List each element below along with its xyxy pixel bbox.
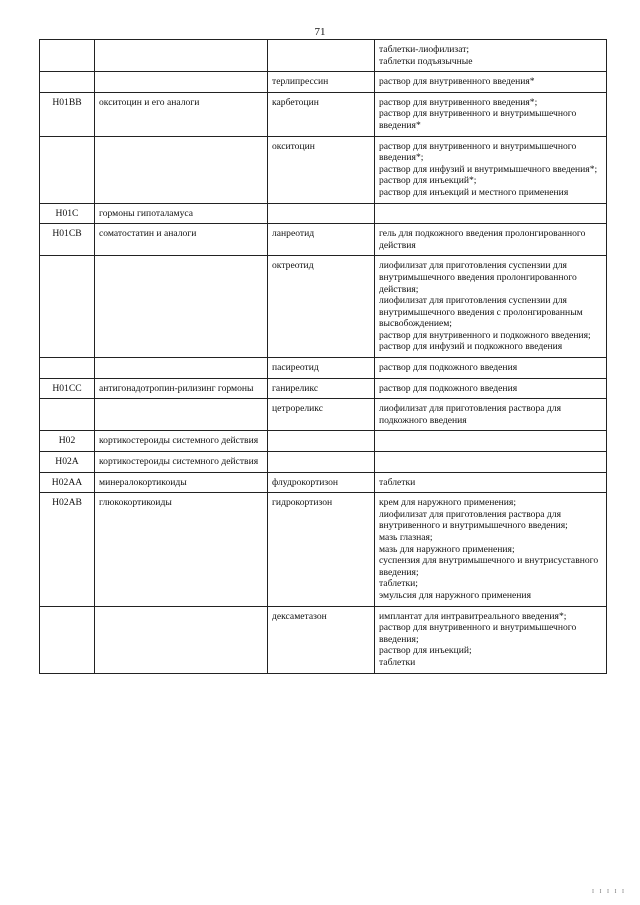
table-row bbox=[40, 399, 607, 431]
table-row bbox=[40, 40, 607, 72]
dosage-form-line: раствор для внутривенного введения*; bbox=[379, 96, 538, 108]
drug-name-cell: ланреотид bbox=[268, 224, 375, 256]
table-row bbox=[40, 224, 607, 256]
dosage-form-line: раствор для внутривенного введения* bbox=[379, 76, 535, 88]
dosage-form-line: таблетки подъязычные bbox=[379, 55, 473, 67]
atc-group-cell: минералокортикоиды bbox=[95, 472, 268, 493]
dosage-form-line: лиофилизат для приготовления раствора для подкожного введения bbox=[379, 403, 561, 426]
table-row bbox=[40, 431, 607, 452]
drug-name-cell: флудрокортизон bbox=[268, 472, 375, 493]
table-row bbox=[40, 472, 607, 493]
atc-group-cell bbox=[95, 72, 268, 93]
dosage-forms-cell bbox=[375, 493, 607, 606]
dosage-form-line: раствор для инфузий и подкожного введения bbox=[379, 341, 563, 353]
atc-code-cell: H02 bbox=[40, 431, 95, 452]
table-row bbox=[40, 452, 607, 473]
dosage-forms-cell bbox=[375, 399, 607, 431]
dosage-form-line: гель для подкожного введения пролонгированного действия bbox=[379, 228, 586, 251]
atc-group-cell: кортикостероиды системного действия bbox=[95, 431, 268, 452]
dosage-form-line: мазь для наружного применения; bbox=[379, 543, 515, 555]
atc-group-cell: антигонадотропин-рилизинг гормоны bbox=[95, 378, 268, 399]
dosage-form-line: мазь глазная; bbox=[379, 532, 433, 543]
drug-name-cell: карбетоцин bbox=[268, 92, 375, 136]
dosage-forms-cell bbox=[375, 472, 607, 493]
drug-name-cell: октреотид bbox=[268, 256, 375, 358]
drug-name-cell bbox=[268, 203, 375, 224]
atc-code-cell: H02A bbox=[40, 452, 95, 473]
atc-code-cell bbox=[40, 399, 95, 431]
dosage-forms-cell bbox=[375, 224, 607, 256]
dosage-form-line: лиофилизат для приготовления суспензии для внутримышечного введения с пролонгированным высвобождением; bbox=[379, 295, 583, 330]
dosage-form-line: эмульсия для наружного применения bbox=[379, 589, 531, 601]
atc-code-cell bbox=[40, 606, 95, 673]
dosage-form-line: раствор для инъекций; bbox=[379, 645, 472, 657]
dosage-form-line: раствор для инфузий и внутримышечного введения*; bbox=[379, 163, 598, 175]
dosage-forms-cell bbox=[375, 431, 607, 452]
drug-name-cell: терлипрессин bbox=[268, 72, 375, 93]
drug-name-cell: гидрокортизон bbox=[268, 493, 375, 606]
dosage-forms-cell bbox=[375, 40, 607, 72]
dosage-form-line: лиофилизат для приготовления суспензии для внутримышечного введения пролонгированного действия; bbox=[379, 260, 577, 295]
dosage-forms-cell bbox=[375, 358, 607, 379]
atc-group-cell bbox=[95, 256, 268, 358]
atc-code-cell: H02AA bbox=[40, 472, 95, 493]
drug-name-cell: ганиреликс bbox=[268, 378, 375, 399]
dosage-forms-cell bbox=[375, 606, 607, 673]
atc-code-cell bbox=[40, 72, 95, 93]
dosage-forms-cell bbox=[375, 92, 607, 136]
atc-group-cell: гормоны гипоталамуса bbox=[95, 203, 268, 224]
atc-group-cell: соматостатин и аналоги bbox=[95, 224, 268, 256]
drug-name-cell bbox=[268, 431, 375, 452]
table-row bbox=[40, 378, 607, 399]
atc-code-cell: H01CB bbox=[40, 224, 95, 256]
atc-code-cell bbox=[40, 40, 95, 72]
atc-code-cell: H01C bbox=[40, 203, 95, 224]
dosage-form-line: лиофилизат для приготовления раствора для внутривенного и внутримышечного введения; bbox=[379, 508, 568, 532]
table-row bbox=[40, 136, 607, 203]
table-row bbox=[40, 606, 607, 673]
atc-code-cell: H01CC bbox=[40, 378, 95, 399]
footer-mark: I I I I I bbox=[592, 889, 626, 895]
dosage-form-line: раствор для внутривенного и внутримышечного введения; bbox=[379, 622, 577, 645]
atc-group-cell: глюкокортикоиды bbox=[95, 493, 268, 606]
drug-table bbox=[39, 39, 607, 674]
dosage-forms-cell bbox=[375, 256, 607, 358]
dosage-form-line: таблетки bbox=[379, 476, 416, 488]
atc-group-cell: кортикостероиды системного действия bbox=[95, 452, 268, 473]
drug-name-cell: цетрореликс bbox=[268, 399, 375, 431]
atc-group-cell bbox=[95, 606, 268, 673]
dosage-form-line: раствор для внутривенного и внутримышечного введения*; bbox=[379, 140, 577, 164]
table-row bbox=[40, 203, 607, 224]
drug-name-cell: пасиреотид bbox=[268, 358, 375, 379]
dosage-forms-cell bbox=[375, 136, 607, 203]
page-number: 71 bbox=[314, 26, 326, 38]
table-row bbox=[40, 493, 607, 606]
atc-group-cell bbox=[95, 399, 268, 431]
dosage-form-line: суспензия для внутримышечного и внутрисуставного введения; bbox=[379, 555, 599, 578]
dosage-form-line: имплантат для интравитреального введения*; bbox=[379, 610, 567, 622]
table-row bbox=[40, 358, 607, 379]
atc-code-cell bbox=[40, 136, 95, 203]
dosage-form-line: раствор для инъекций и местного применения bbox=[379, 186, 569, 198]
dosage-forms-cell bbox=[375, 72, 607, 93]
dosage-form-line: таблетки; bbox=[379, 578, 418, 590]
dosage-form-line: раствор для внутривенного и подкожного введения; bbox=[379, 329, 591, 341]
drug-name-cell: окситоцин bbox=[268, 136, 375, 203]
dosage-form-line: таблетки-лиофилизат; bbox=[379, 44, 470, 55]
dosage-form-line: раствор для подкожного введения bbox=[379, 362, 518, 374]
atc-code-cell: H02AB bbox=[40, 493, 95, 606]
dosage-forms-cell bbox=[375, 452, 607, 473]
atc-group-cell bbox=[95, 136, 268, 203]
dosage-form-line: таблетки bbox=[379, 656, 416, 668]
atc-group-cell bbox=[95, 40, 268, 72]
atc-group-cell bbox=[95, 358, 268, 379]
atc-group-cell: окситоцин и его аналоги bbox=[95, 92, 268, 136]
dosage-form-line: крем для наружного применения; bbox=[379, 497, 516, 509]
drug-name-cell: дексаметазон bbox=[268, 606, 375, 673]
atc-code-cell: H01BB bbox=[40, 92, 95, 136]
dosage-form-line: раствор для подкожного введения bbox=[379, 382, 518, 394]
drug-name-cell bbox=[268, 40, 375, 72]
atc-code-cell bbox=[40, 256, 95, 358]
table-row bbox=[40, 256, 607, 358]
dosage-form-line: раствор для инъекций*; bbox=[379, 175, 477, 187]
atc-code-cell bbox=[40, 358, 95, 379]
dosage-forms-cell bbox=[375, 203, 607, 224]
table-row bbox=[40, 92, 607, 136]
dosage-form-line: раствор для внутривенного и внутримышечного введения* bbox=[379, 108, 577, 131]
table-row bbox=[40, 72, 607, 93]
dosage-forms-cell bbox=[375, 378, 607, 399]
drug-name-cell bbox=[268, 452, 375, 473]
